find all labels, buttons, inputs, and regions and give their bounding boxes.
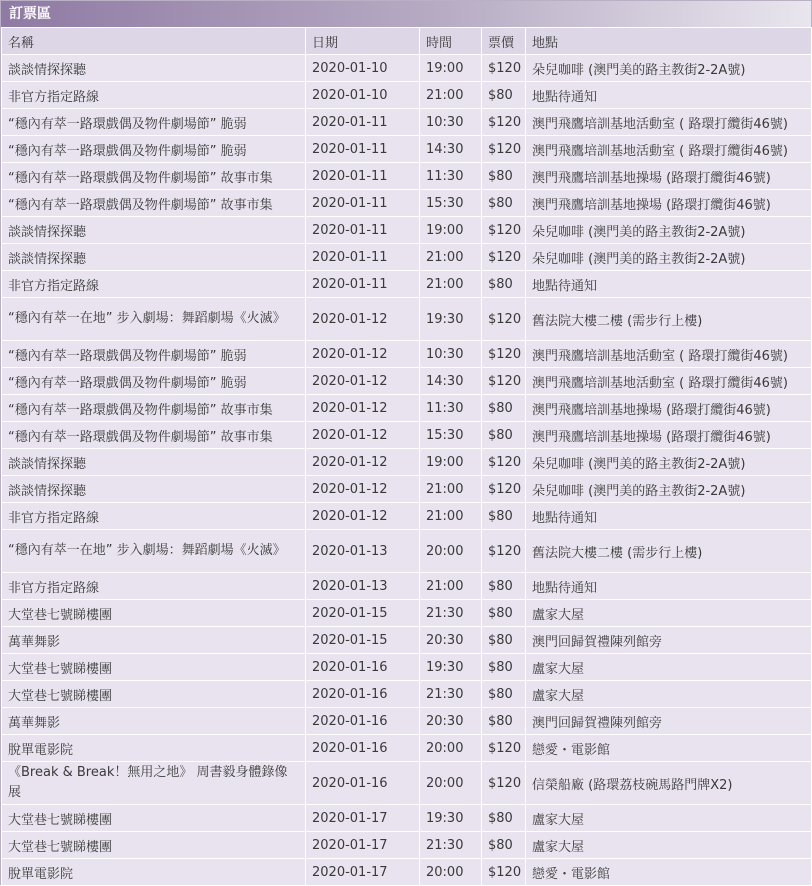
- table-cell-price: $120: [482, 476, 526, 503]
- table-cell-venue: 盧家大屋: [526, 600, 812, 627]
- table-cell-time: 11:30: [420, 395, 482, 422]
- table-row[interactable]: [2, 762, 812, 805]
- table-cell-price: $120: [482, 762, 526, 805]
- table-cell-venue: 盧家大屋: [526, 681, 812, 708]
- table-cell-date: 2020-01-11: [306, 136, 420, 163]
- table-cell-venue: 澳門飛鷹培訓基地操場 (路環打纜街46號): [526, 163, 812, 190]
- table-row[interactable]: [2, 530, 812, 573]
- table-row[interactable]: [2, 136, 812, 163]
- table-cell-price: $120: [482, 368, 526, 395]
- table-cell-venue: 澳門回歸賀禮陳列館旁: [526, 627, 812, 654]
- table-cell-price: $80: [482, 600, 526, 627]
- table-cell-price: $120: [482, 449, 526, 476]
- table-cell-time: 21:30: [420, 681, 482, 708]
- table-cell-date: 2020-01-12: [306, 422, 420, 449]
- table-cell-price: $80: [482, 832, 526, 859]
- table-cell-venue: 朵兒咖啡 (澳門美的路主教街2-2A號): [526, 55, 812, 82]
- table-cell-venue: 朵兒咖啡 (澳門美的路主教街2-2A號): [526, 476, 812, 503]
- table-cell-time: 20:00: [420, 530, 482, 573]
- table-cell-date: 2020-01-10: [306, 55, 420, 82]
- table-row[interactable]: [2, 735, 812, 762]
- table-row[interactable]: [2, 109, 812, 136]
- table-cell-time: 20:30: [420, 708, 482, 735]
- table-cell-date: 2020-01-16: [306, 654, 420, 681]
- table-cell-name: “穩內有萃一路環戲偶及物件劇場節” 脆弱: [2, 368, 306, 395]
- table-cell-price: $80: [482, 573, 526, 600]
- table-cell-date: 2020-01-12: [306, 341, 420, 368]
- table-cell-date: 2020-01-12: [306, 298, 420, 341]
- table-cell-price: $80: [482, 395, 526, 422]
- table-cell-date: 2020-01-11: [306, 109, 420, 136]
- table-cell-price: $80: [482, 708, 526, 735]
- table-row[interactable]: [2, 600, 812, 627]
- table-cell-date: 2020-01-17: [306, 859, 420, 886]
- table-cell-price: $80: [482, 805, 526, 832]
- table-cell-date: 2020-01-12: [306, 449, 420, 476]
- table-cell-price: $80: [482, 190, 526, 217]
- table-cell-name: 大堂巷七號睇樓團: [2, 832, 306, 859]
- table-cell-name: 談談情探探聽: [2, 449, 306, 476]
- table-cell-name: “穩內有萃一路環戲偶及物件劇場節” 故事市集: [2, 190, 306, 217]
- table-cell-date: 2020-01-17: [306, 805, 420, 832]
- table-cell-date: 2020-01-11: [306, 190, 420, 217]
- table-cell-date: 2020-01-12: [306, 395, 420, 422]
- table-cell-time: 14:30: [420, 136, 482, 163]
- table-cell-time: 21:00: [420, 503, 482, 530]
- table-cell-name: 大堂巷七號睇樓團: [2, 654, 306, 681]
- table-cell-time: 15:30: [420, 422, 482, 449]
- table-cell-time: 21:00: [420, 476, 482, 503]
- table-cell-time: 21:00: [420, 271, 482, 298]
- table-row[interactable]: [2, 190, 812, 217]
- table-row[interactable]: [2, 163, 812, 190]
- table-cell-venue: 澳門飛鷹培訓基地操場 (路環打纜街46號): [526, 395, 812, 422]
- table-cell-name: 脫單電影院: [2, 735, 306, 762]
- table-cell-time: 11:30: [420, 163, 482, 190]
- table-cell-name: 大堂巷七號睇樓團: [2, 805, 306, 832]
- column-header-name: 名稱: [2, 28, 306, 55]
- table-cell-time: 19:30: [420, 298, 482, 341]
- table-cell-venue: 舊法院大樓二樓 (需步行上樓): [526, 530, 812, 573]
- table-cell-name: “穩內有萃一路環戲偶及物件劇場節” 脆弱: [2, 341, 306, 368]
- table-cell-time: 21:00: [420, 82, 482, 109]
- table-cell-price: $120: [482, 298, 526, 341]
- table-cell-time: 20:00: [420, 762, 482, 805]
- table-row[interactable]: [2, 341, 812, 368]
- table-cell-price: $80: [482, 627, 526, 654]
- table-row[interactable]: [2, 395, 812, 422]
- table-row[interactable]: [2, 503, 812, 530]
- column-header-price: 票價: [482, 28, 526, 55]
- table-cell-venue: 地點待通知: [526, 82, 812, 109]
- table-cell-price: $120: [482, 735, 526, 762]
- table-row[interactable]: [2, 573, 812, 600]
- table-cell-date: 2020-01-12: [306, 368, 420, 395]
- table-cell-time: 19:00: [420, 217, 482, 244]
- table-cell-price: $120: [482, 55, 526, 82]
- table-cell-date: 2020-01-11: [306, 244, 420, 271]
- table-cell-name: 萬華舞影: [2, 708, 306, 735]
- table-cell-name: “穩內有萃一路環戲偶及物件劇場節” 脆弱: [2, 136, 306, 163]
- table-cell-date: 2020-01-16: [306, 762, 420, 805]
- table-cell-date: 2020-01-13: [306, 573, 420, 600]
- table-cell-date: 2020-01-16: [306, 681, 420, 708]
- table-cell-date: 2020-01-11: [306, 271, 420, 298]
- table-cell-price: $120: [482, 530, 526, 573]
- table-cell-name: 談談情探探聽: [2, 244, 306, 271]
- table-row[interactable]: [2, 368, 812, 395]
- panel-title: 訂票區: [1, 1, 811, 27]
- table-row[interactable]: [2, 805, 812, 832]
- table-cell-name: “穩內有萃一路環戲偶及物件劇場節” 故事市集: [2, 163, 306, 190]
- table-cell-venue: 澳門飛鷹培訓基地操場 (路環打纜街46號): [526, 190, 812, 217]
- table-row[interactable]: [2, 681, 812, 708]
- table-cell-venue: 地點待通知: [526, 573, 812, 600]
- table-cell-time: 21:30: [420, 600, 482, 627]
- table-cell-name: “穩內有萃一在地” 步入劇場：舞蹈劇場《火滅》: [2, 298, 306, 341]
- table-cell-name: 大堂巷七號睇樓團: [2, 600, 306, 627]
- table-row[interactable]: [2, 422, 812, 449]
- table-cell-name: “穩內有萃一路環戲偶及物件劇場節” 故事市集: [2, 395, 306, 422]
- table-cell-price: $120: [482, 859, 526, 886]
- table-cell-name: 《Break & Break！無用之地》 周書毅身體錄像展: [2, 762, 306, 805]
- table-cell-name: 非官方指定路線: [2, 82, 306, 109]
- table-cell-date: 2020-01-11: [306, 217, 420, 244]
- table-cell-name: 談談情探探聽: [2, 55, 306, 82]
- table-cell-venue: 朵兒咖啡 (澳門美的路主教街2-2A號): [526, 244, 812, 271]
- table-cell-name: 萬華舞影: [2, 627, 306, 654]
- table-cell-venue: 盧家大屋: [526, 832, 812, 859]
- table-cell-venue: 戀愛・電影館: [526, 859, 812, 886]
- table-cell-name: 談談情探探聽: [2, 217, 306, 244]
- table-cell-date: 2020-01-16: [306, 708, 420, 735]
- table-cell-price: $80: [482, 681, 526, 708]
- table-cell-venue: 澳門飛鷹培訓基地活動室 ( 路環打纜街46號): [526, 341, 812, 368]
- table-cell-name: 非官方指定路線: [2, 503, 306, 530]
- table-cell-time: 14:30: [420, 368, 482, 395]
- table-row[interactable]: [2, 244, 812, 271]
- table-cell-price: $120: [482, 341, 526, 368]
- table-cell-date: 2020-01-13: [306, 530, 420, 573]
- table-cell-time: 20:00: [420, 735, 482, 762]
- table-cell-venue: 朵兒咖啡 (澳門美的路主教街2-2A號): [526, 217, 812, 244]
- table-cell-venue: 信榮船廠 (路環荔枝碗馬路門牌X2): [526, 762, 812, 805]
- table-cell-name: 非官方指定路線: [2, 271, 306, 298]
- table-row[interactable]: [2, 217, 812, 244]
- table-cell-date: 2020-01-15: [306, 600, 420, 627]
- table-cell-name: 脫單電影院: [2, 859, 306, 886]
- table-header-row: [2, 28, 812, 55]
- table-cell-price: $120: [482, 244, 526, 271]
- table-cell-name: “穩內有萃一在地” 步入劇場：舞蹈劇場《火滅》: [2, 530, 306, 573]
- table-cell-venue: 朵兒咖啡 (澳門美的路主教街2-2A號): [526, 449, 812, 476]
- table-cell-time: 19:30: [420, 654, 482, 681]
- ticket-table: [1, 27, 812, 886]
- table-cell-time: 19:00: [420, 55, 482, 82]
- table-cell-price: $80: [482, 82, 526, 109]
- table-row[interactable]: [2, 627, 812, 654]
- table-cell-venue: 澳門飛鷹培訓基地操場 (路環打纜街46號): [526, 422, 812, 449]
- table-cell-venue: 戀愛・電影館: [526, 735, 812, 762]
- table-row[interactable]: [2, 449, 812, 476]
- table-cell-venue: 澳門飛鷹培訓基地活動室 ( 路環打纜街46號): [526, 368, 812, 395]
- table-cell-name: 談談情探探聽: [2, 476, 306, 503]
- table-cell-date: 2020-01-10: [306, 82, 420, 109]
- table-cell-time: 19:00: [420, 449, 482, 476]
- table-cell-time: 20:00: [420, 859, 482, 886]
- column-header-time: 時間: [420, 28, 482, 55]
- table-cell-time: 19:30: [420, 805, 482, 832]
- table-cell-price: $80: [482, 503, 526, 530]
- table-cell-price: $120: [482, 109, 526, 136]
- table-cell-price: $120: [482, 136, 526, 163]
- table-cell-price: $80: [482, 654, 526, 681]
- table-cell-venue: 盧家大屋: [526, 654, 812, 681]
- table-cell-venue: 澳門回歸賀禮陳列館旁: [526, 708, 812, 735]
- table-cell-date: 2020-01-12: [306, 503, 420, 530]
- table-cell-time: 10:30: [420, 341, 482, 368]
- table-cell-date: 2020-01-12: [306, 476, 420, 503]
- table-cell-time: 21:30: [420, 832, 482, 859]
- table-cell-price: $80: [482, 163, 526, 190]
- table-row[interactable]: [2, 55, 812, 82]
- table-row[interactable]: [2, 476, 812, 503]
- column-header-date: 日期: [306, 28, 420, 55]
- table-cell-venue: 澳門飛鷹培訓基地活動室 ( 路環打纜街46號): [526, 136, 812, 163]
- table-cell-venue: 舊法院大樓二樓 (需步行上樓): [526, 298, 812, 341]
- table-cell-name: “穩內有萃一路環戲偶及物件劇場節” 故事市集: [2, 422, 306, 449]
- table-cell-venue: 地點待通知: [526, 271, 812, 298]
- table-cell-date: 2020-01-17: [306, 832, 420, 859]
- table-row[interactable]: [2, 82, 812, 109]
- table-cell-time: 20:30: [420, 627, 482, 654]
- table-cell-venue: 盧家大屋: [526, 805, 812, 832]
- table-cell-venue: 地點待通知: [526, 503, 812, 530]
- table-row[interactable]: [2, 271, 812, 298]
- table-cell-name: 非官方指定路線: [2, 573, 306, 600]
- table-cell-name: 大堂巷七號睇樓團: [2, 681, 306, 708]
- table-cell-price: $80: [482, 271, 526, 298]
- table-cell-name: “穩內有萃一路環戲偶及物件劇場節” 脆弱: [2, 109, 306, 136]
- table-cell-time: 21:00: [420, 244, 482, 271]
- table-cell-time: 21:00: [420, 573, 482, 600]
- table-cell-time: 10:30: [420, 109, 482, 136]
- table-cell-price: $120: [482, 217, 526, 244]
- table-cell-price: $80: [482, 422, 526, 449]
- table-cell-venue: 澳門飛鷹培訓基地活動室 ( 路環打纜街46號): [526, 109, 812, 136]
- table-row[interactable]: [2, 654, 812, 681]
- table-row[interactable]: [2, 298, 812, 341]
- table-cell-date: 2020-01-11: [306, 163, 420, 190]
- table-row[interactable]: [2, 859, 812, 886]
- table-cell-time: 15:30: [420, 190, 482, 217]
- table-row[interactable]: [2, 832, 812, 859]
- table-cell-date: 2020-01-16: [306, 735, 420, 762]
- column-header-venue: 地點: [526, 28, 812, 55]
- table-cell-date: 2020-01-15: [306, 627, 420, 654]
- table-row[interactable]: [2, 708, 812, 735]
